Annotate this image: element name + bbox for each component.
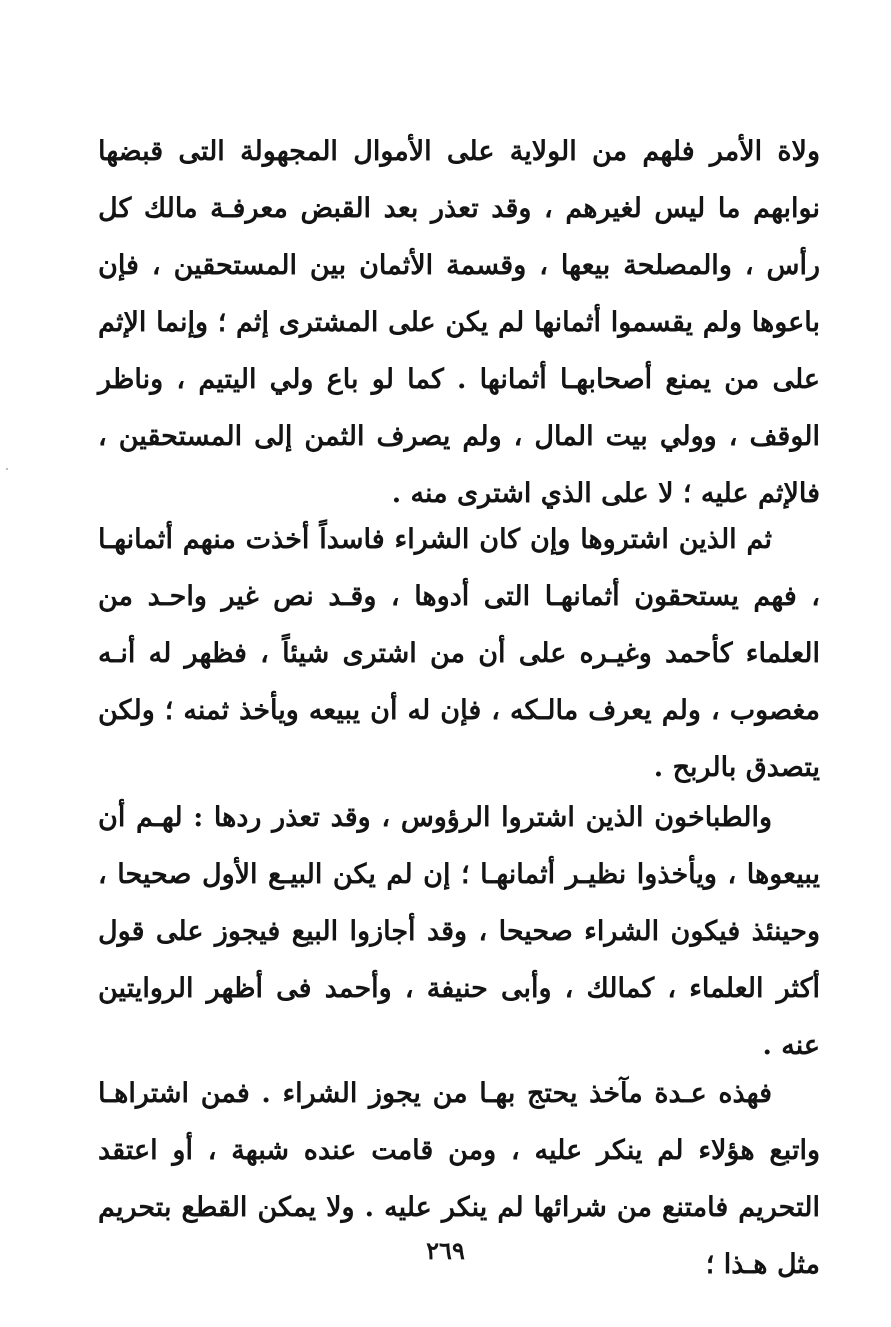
scan-speck [6, 468, 8, 470]
paragraph-3: والطباخون الذين اشتروا الرؤوس ، وقد تعذر ردها : لهـم أن يبيعوها ، ويأخذوا نظيـر أثمانهـا ؛ إن لم يكن البيـع الأول صحيحا ، وحينئذ فيكون الشراء صحيحا ، وقد أجازوا البيع فيجوز على قول أكثر العلماء ، كمالك ، وأبى حنيفة ، وأحمد فى أظهر الروايتين عنه . [98, 802, 820, 1061]
paragraph-2: ثم الذين اشتروها وإن كان الشراء فاسداً أخذت منهم أثمانهـا ، فهم يستحقون أثمانهـا التى أدوها ، وقـد نص غير واحـد من العلماء كأحمد وغيـره على أن من اشترى شيئاً ، فظهر له أنـه مغصوب ، ولم يعرف مالـكه ، فإن له أن يبيعه ويأخذ ثمنه ؛ ولكن يتصدق بالربح . [98, 524, 820, 783]
paragraph-1: ولاة الأمر فلهم من الولاية على الأموال المجهولة التى قبضها نوابهم ما ليس لغيرهم ، وقد تعذر بعد القبض معرفـة مالك كل رأس ، والمصلحة بيعها ، وقسمة الأثمان بين المستحقين ، فإن باعوها ولم يقسموا أثمانها لم يكن على المشترى إثم ؛ وإنما الإثم على من يمنع أصحابهـا أثمانها . كما لو باع ولي اليتيم ، وناظر الوقف ، وولي بيت المال ، ولم يصرف الثمن إلى المستحقين ، فالإثم عليه ؛ لا على الذي اشترى منه . [98, 136, 820, 509]
paragraph-4: فهذه عـدة مآخذ يحتج بهـا من يجوز الشراء . فمن اشتراهـا واتبع هؤلاء لم ينكر عليه ، ومن قامت عنده شبهة ، أو اعتقد التحريم فامتنع من شرائها لم ينكر عليه . ولا يمكن القطع بتحريم مثل هـذا ؛ [98, 1078, 820, 1280]
page-number: ٢٦٩ [426, 1236, 465, 1265]
